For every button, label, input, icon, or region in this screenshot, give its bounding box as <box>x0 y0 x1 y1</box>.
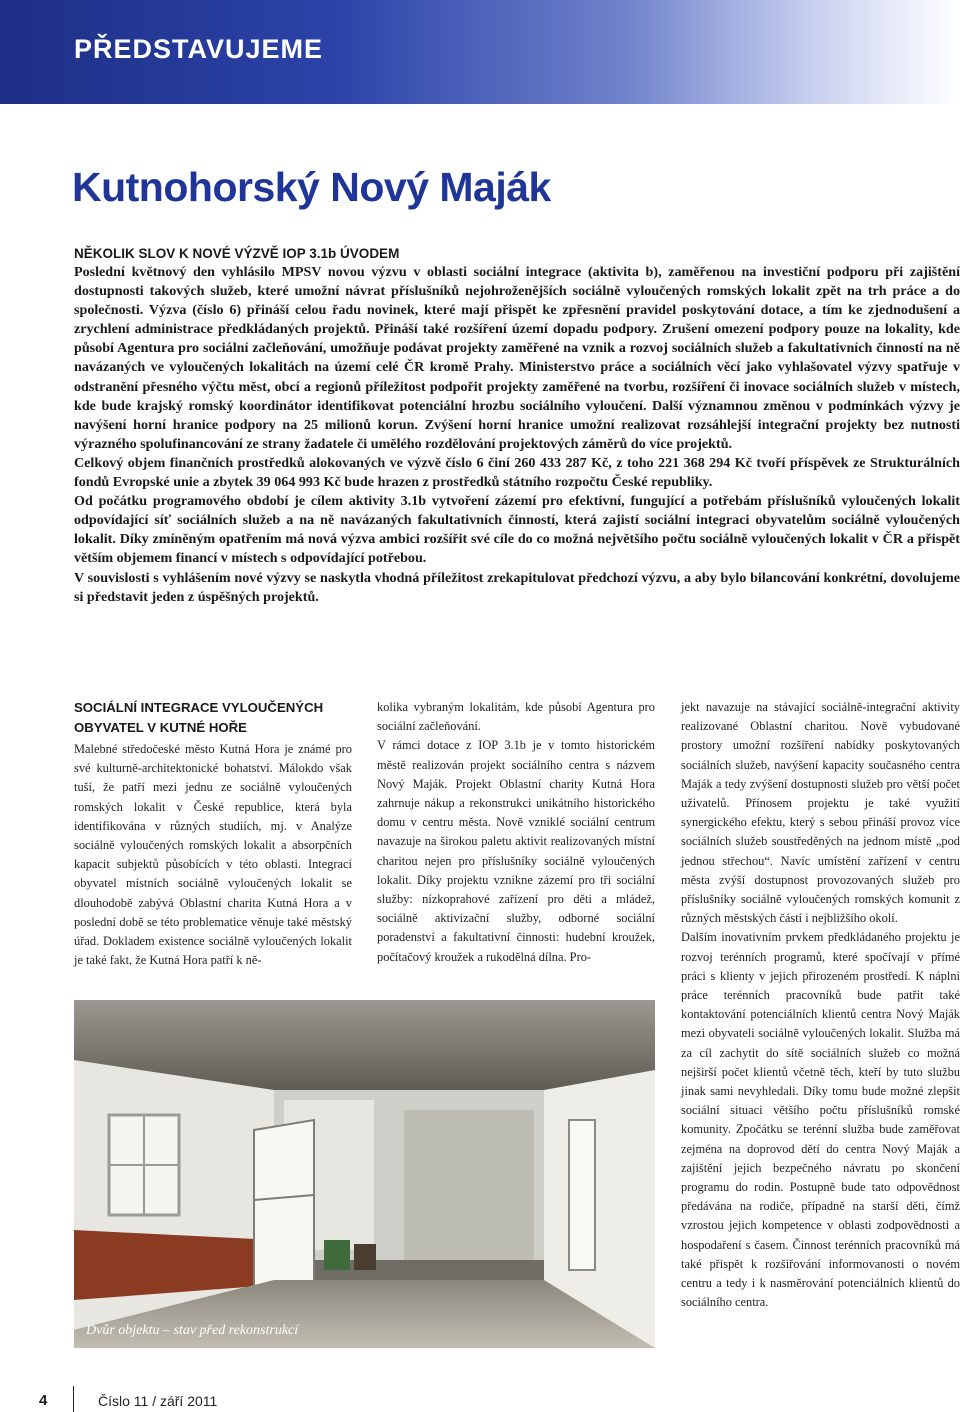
column-paragraph: Malebné středočeské město Kutná Hora je známé pro své kulturně-architektonické bohatství. Málokdo však tuší, že patří mezi jednu ze sociálně vyloučených romských lokalit v České republice, která byla identifikována v různých studiích, mj. v Analýze sociálně vyloučených romských lokalit a absorpčních kapacit subjektů působících v této oblasti. Integrací obyvatel místních sociálně vyloučených lokalit se dlouhodobě zabývá Oblastní charita Kutná Hora a v poslední době se této problematice věnuje také městský úřad. Dokladem existence sociálně vyloučených lokalit je také fakt, že Kutná Hora patří k ně- <box>74 742 352 968</box>
issue-label: Číslo 11 / září 2011 <box>98 1393 218 1409</box>
lead-text <box>74 263 960 607</box>
article-title: Kutnohorský Nový Maják <box>72 164 551 210</box>
lead-paragraph: Poslední květnový den vyhlásilo MPSV novou výzvu v oblasti sociální integrace (aktivita b), zaměřenou na investiční podporu při zajištění dostupnosti takových služeb, které umožní návrat příslušníků nejohroženějších sociálně vyloučených romských lokalit zpět na trh práce a do společnosti. Výzva (číslo 6) přináší celou řadu novinek, které mají přispět ke zpřesnění pravidel poskytování dotace, a tím ke zjednodušení a zrychlení administrace předkládaných projektů. Přináší také rozšíření území dopadu podpory. Zrušení omezení podpory pouze na lokality, kde působí Agentura pro sociální začleňování, umožňuje podávat projekty zaměřené na vznik a rozvoj sociálních služeb a fakultativních činností na ně navázaných ve vyloučených lokalitách na území celé ČR kromě Prahy. Ministerstvo práce a sociálních věcí jako vyhlašovatel výzvy spatřuje v odstranění přesného výčtu měst, obcí a regionů příležitost podpořit projekty zaměřené na tvorbu, rozšíření či inovace sociálních služeb v místech, kde bude krajský romský koordinátor identifikovat potenciální hrozbu sociálního vyloučení. Další významnou změnou v podmínkách výzvy je navýšení horní hranice podpory na 25 milionů korun. Zvýšení horní hranice umožní realizovat rozsáhlejší integrační projekty bez nutnosti výrazného spolufinancování ze strany žadatele či umělého rozdělování projektových záměrů do více projektů. <box>74 264 960 452</box>
column-paragraph: Dalším inovativním prvkem předkládaného projektu je rozvoj terénních programů, které spočívají v přímé práci s klienty v jejich přirozeném prostředí. K náplni práce terénních pracovníků bude patřit také kontaktování potenciálních klientů centra Nový Maják mezi obyvateli sociálně vyloučených lokalit. Služba má za cíl zachytit do sítě sociálních služeb co možná nejširší počet klientů včetně těch, kteří by tuto službu jinak sami nevyhledali. Díky tomu bude možné zlepšit sociální situaci většího počtu příslušníků romské komunity. Zpočátku se terénní služba bude zaměřovat zejména na doprovod dětí do centra Nový Maják a zajištění jejich bezpečného návratu po skončení programu do rodin. Postupně bude tato odpovědnost předávána na rodiče, případně na starší děti, čímž vzrostou jejich kompetence v oblasti zodpovědnosti a hospodaření s časem. Činnost terénních pracovníků má také přispět k rozšiřování informovanosti o novém centru a tedy i k nasměrování potenciálních klientů do sociálního centra. <box>681 930 960 1310</box>
column-2 <box>377 698 655 967</box>
column-paragraph: kolika vybraným lokalitám, kde působí Agentura pro sociální začleňování. <box>377 700 655 734</box>
footer-divider <box>73 1386 74 1412</box>
subsection-heading <box>74 698 352 738</box>
courtyard-photo <box>74 1000 655 1348</box>
column-1 <box>74 698 352 970</box>
column-paragraph: V rámci dotace z IOP 3.1b je v tomto historickém městě realizován projekt sociálního centra s názvem Nový Maják. Projekt Oblastní charity Kutná Hora zahrnuje nákup a rekonstrukci unikátního historického domu v centru města. Nově vzniklé sociální centrum navazuje na širokou paletu aktivit realizovaných místní charitou nejen pro příslušníky sociálně vyloučených lokalit. Díky projektu vznikne zázemí pro tři sociální služby: nízkoprahové zařízení pro děti a mládež, sociálně aktivizační služby, odborné sociální poradenství a fakultativní činnosti: hudební kroužek, počítačový kroužek a rukodělná dílna. Pro- <box>377 738 655 964</box>
lead-paragraph: Od počátku programového období je cílem aktivity 3.1b vytvoření zázemí pro efektivní, fungující a potřebám příslušníků vyloučených lokalit odpovídající síť sociálních služeb a na ně navázaných fakultativních činností, která zajistí sociální integraci obyvatelům sociálně vyloučených lokalit. Díky zmíněným opatřením má nová výzva ambici rozšířit své cíle do co možná největšího počtu sociálně vyloučených lokalit v ČR a přispět větším objemem financí v místech s odpovídající potřebou. <box>74 493 960 567</box>
subsection-heading-line: SOCIÁLNÍ INTEGRACE VYLOUČENÝCH <box>74 700 324 715</box>
lead-paragraph: Celkový objem finančních prostředků alokovaných ve výzvě číslo 6 činí 260 433 287 Kč, z toho 221 368 294 Kč tvoří příspěvek ze Strukturálních fondů Evropské unie a zbytek 39 064 993 Kč bude hrazen z prostředků státního rozpočtu České republiky. <box>74 454 960 491</box>
courtyard-photo-illustration <box>74 1000 655 1348</box>
section-label: PŘEDSTAVUJEME <box>74 34 324 64</box>
subsection-heading-line: OBYVATEL V KUTNÉ HOŘE <box>74 720 247 735</box>
page-number: 4 <box>39 1392 48 1409</box>
photo-caption: Dvůr objektu – stav před rekonstrukcí <box>86 1323 299 1338</box>
lead-paragraph: V souvislosti s vyhlášením nové výzvy se naskytla vhodná příležitost zrekapitulovat předchozí výzvu, a aby bylo bilancování konkrétní, dovolujeme si představit jeden z úspěšných projektů. <box>74 569 960 605</box>
column-3 <box>681 698 960 1313</box>
column-paragraph: jekt navazuje na stávající sociálně-integrační aktivity realizované Oblastní charitou. Nově vybudované prostory umožní rozšíření nabídky poskytovaných sociálních služeb, navýšení kapacity současného centra Maják a tedy zvýšení dostupnosti služeb pro větší počet uživatelů. Přínosem projektu je také využití synergického efektu, který s sebou přináší provoz více sociálních služeb soustředěných na jednom místě „pod jednou střechou“. Navíc umístění zařízení v centru města zvýší dostupnost provozovaných služeb pro příslušníky sociálně vyloučených romských komunit z různých městských částí i nejbližšího okolí. <box>681 700 960 926</box>
lead-heading: NĚKOLIK SLOV K NOVÉ VÝZVĚ IOP 3.1b ÚVODEM <box>74 246 400 261</box>
